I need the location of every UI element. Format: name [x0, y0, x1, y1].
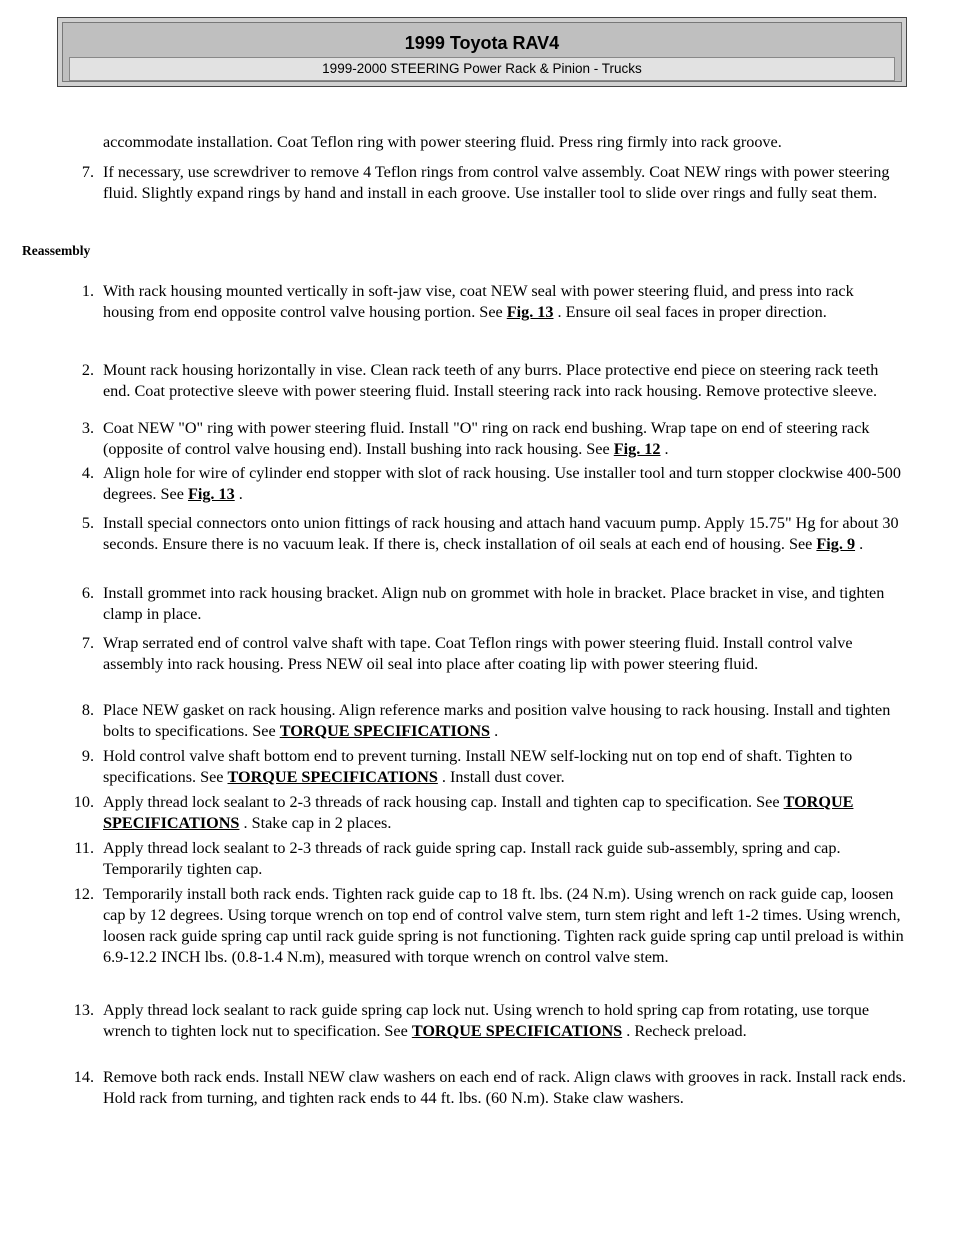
- header-subtitle: 1999-2000 STEERING Power Rack & Pinion - Trucks: [69, 57, 895, 81]
- step-text: Temporarily install both rack ends. Tighten rack guide cap to 18 ft. lbs. (24 N.m). Using wrench on rack guide cap, loosen cap by 12 degrees. Using torque wrench on top end of control valve stem, turn stem right and left 1-2 times. Using wrench, loosen rack guide spring cap until rack guide spring is not functioning. Tighten rack guide spring cap until preload is within 6.9-12.2 INCH lbs. (0.8-1.4 N.m), measured with torque wrench on control valve stem.: [103, 885, 904, 966]
- step-number: 12.: [73, 885, 94, 903]
- torque-specifications-link[interactable]: TORQUE SPECIFICATIONS: [411, 1022, 623, 1040]
- step-text: Apply thread lock sealant to 2-3 threads of rack housing cap. Install and tighten cap to specification. See TORQUE SPECIFICATIONS . Stake cap in 2 places.: [103, 793, 854, 832]
- step-number: 13.: [73, 1001, 94, 1019]
- step-number: 5.: [81, 514, 94, 532]
- section-heading: Reassembly: [22, 243, 91, 258]
- step-text: Install special connectors onto union fittings of rack housing and attach hand vacuum pump. Apply 15.75" Hg for about 30 seconds. Ensure there is no vacuum leak. If there is, check installation of oil seals at each end of housing. See Fig. 9 .: [103, 514, 899, 553]
- figure-link[interactable]: Fig. 13: [187, 485, 235, 503]
- step-text: Coat NEW "O" ring with power steering fluid. Install "O" ring on rack end bushing. Wrap tape on end of steering rack (opposite of control valve housing end). Install bushing into rack housing. See Fig. 12 .: [103, 419, 870, 458]
- torque-specifications-link[interactable]: TORQUE SPECIFICATIONS: [279, 722, 491, 740]
- step-text: Apply thread lock sealant to 2-3 threads of rack guide spring cap. Install rack guide sub-assembly, spring and cap. Temporarily tighten cap.: [103, 839, 841, 878]
- step-number: 7.: [81, 163, 94, 181]
- step-text: Align hole for wire of cylinder end stopper with slot of rack housing. Use installer tool and turn stopper clockwise 400-500 degrees. See Fig. 13 .: [103, 464, 901, 503]
- step-text: With rack housing mounted vertically in soft-jaw vise, coat NEW seal with power steering fluid, and press into rack housing from end opposite control valve housing portion. See Fig. 13 . Ensure oil seal faces in proper direction.: [103, 282, 854, 321]
- step-text: Hold control valve shaft bottom end to prevent turning. Install NEW self-locking nut on top end of shaft. Tighten to specifications. See TORQUE SPECIFICATIONS . Install dust cover.: [103, 747, 853, 786]
- torque-specifications-link[interactable]: TORQUE SPECIFICATIONS: [103, 793, 854, 832]
- header-title: 1999 Toyota RAV4: [404, 33, 560, 53]
- step-number: 1.: [81, 282, 94, 300]
- step-number: 6.: [81, 584, 94, 602]
- document-header: [57, 17, 907, 87]
- figure-link[interactable]: Fig. 13: [506, 303, 554, 321]
- step-number: 10.: [73, 793, 94, 811]
- continued-paragraph: accommodate installation. Coat Teflon ring with power steering fluid. Press ring firmly into rack groove.: [103, 133, 782, 151]
- header-panel: [62, 22, 902, 82]
- step-number: 3.: [81, 419, 94, 437]
- step-text: If necessary, use screwdriver to remove 4 Teflon rings from control valve assembly. Coat NEW rings with power steering fluid. Slightly expand rings by hand and install in each groove. Use installer tool to slide over rings and fully seat them.: [103, 163, 890, 202]
- step-number: 2.: [81, 361, 94, 379]
- figure-link[interactable]: Fig. 12: [613, 440, 661, 458]
- step-text: Apply thread lock sealant to rack guide spring cap lock nut. Using wrench to hold spring cap from rotating, use torque wrench to tighten lock nut to specification. See TORQUE SPECIFICATIONS . Recheck preload.: [103, 1001, 870, 1040]
- step-text: Wrap serrated end of control valve shaft with tape. Coat Teflon rings with power steering fluid. Install control valve assembly into rack housing. Press NEW oil seal into place after coating lip with power steering fluid.: [103, 634, 853, 673]
- step-text: Remove both rack ends. Install NEW claw washers on each end of rack. Align claws with grooves in rack. Install rack ends. Hold rack from turning, and tighten rack ends to 44 ft. lbs. (60 N.m). Stake claw washers.: [103, 1068, 906, 1107]
- step-number: 11.: [74, 839, 94, 857]
- step-number: 9.: [81, 747, 94, 765]
- step-number: 14.: [73, 1068, 94, 1086]
- torque-specifications-link[interactable]: TORQUE SPECIFICATIONS: [227, 768, 438, 786]
- step-text: Place NEW gasket on rack housing. Align reference marks and position valve housing to rack housing. Install and tighten bolts to specifications. See TORQUE SPECIFICATIONS .: [103, 701, 891, 740]
- step-number: 7.: [81, 634, 94, 652]
- step-number: 4.: [81, 464, 94, 482]
- step-text: Mount rack housing horizontally in vise. Clean rack teeth of any burrs. Place protective end piece on steering rack teeth end. Coat protective sleeve with power steering fluid. Install steering rack into rack housing. Remove protective sleeve.: [103, 361, 879, 400]
- figure-link[interactable]: Fig. 9: [816, 535, 856, 553]
- step-text: Install grommet into rack housing bracket. Align nub on grommet with hole in bracket. Place bracket in vise, and tighten clamp in place.: [103, 584, 885, 623]
- step-number: 8.: [81, 701, 94, 719]
